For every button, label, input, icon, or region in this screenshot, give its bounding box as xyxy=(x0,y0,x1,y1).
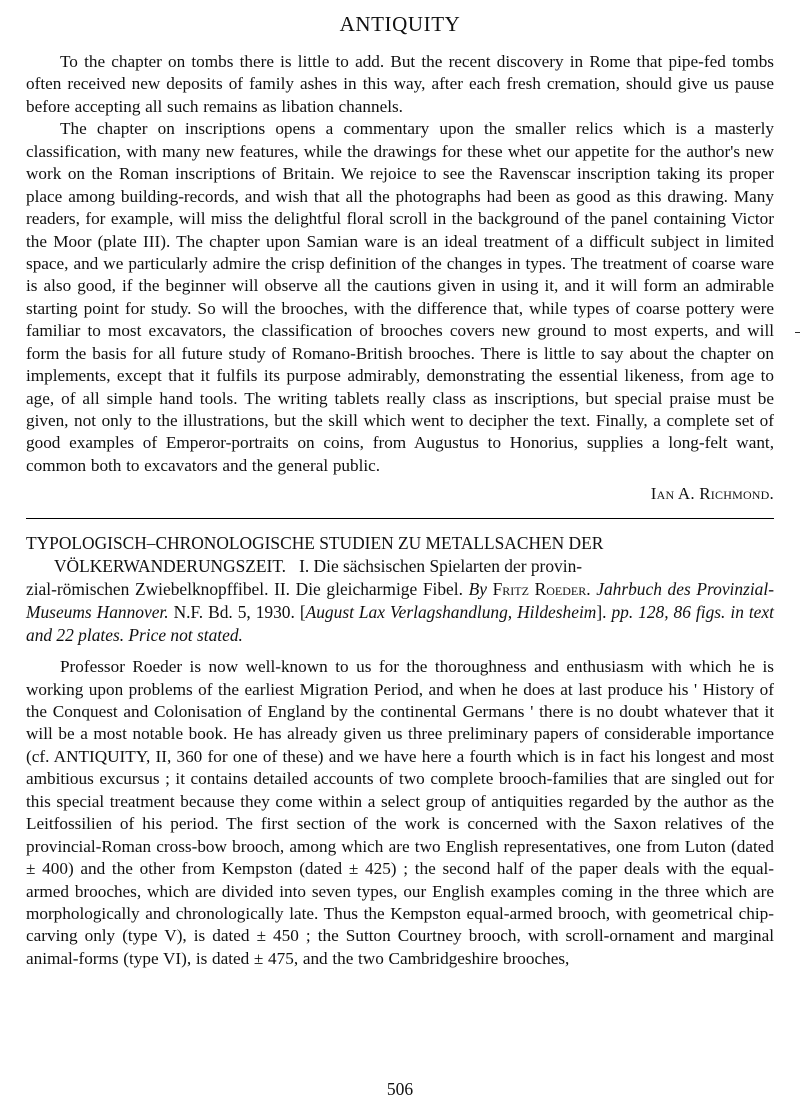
review2-title-line1: TYPOLOGISCH–CHRONOLOGISCHE STUDIEN ZU METALLSACHEN DER xyxy=(26,533,604,554)
section-divider xyxy=(26,518,774,519)
review2-title-line3: zial-römischen Zwiebelknopffibel. II. Die gleicharmige Fibel. xyxy=(26,579,463,600)
review2-title-line2-pre: VÖLKERWANDERUNGSZEIT. xyxy=(54,556,287,577)
review2-author: Fritz Roeder. xyxy=(492,579,591,600)
review2-bracket-open: [ xyxy=(299,602,306,623)
review2-heading xyxy=(26,532,774,647)
page-number: 506 xyxy=(386,1079,414,1099)
review2-series: N.F. Bd. 5, 1930. xyxy=(173,602,295,623)
margin-tick-mark xyxy=(795,332,800,333)
review2-bracket-close: ]. xyxy=(596,602,607,623)
review2-title-line2-post: I. Die sächsischen Spielarten der provin- xyxy=(299,556,583,577)
review2-by-label: By xyxy=(468,579,487,600)
review1-paragraph-2: The chapter on inscriptions opens a commentary upon the smaller relics which is a masterly classification, with many new features, while the drawings for these whet our appetite for the author's new work on the Roman inscriptions of Britain. We rejoice to see the Ravenscar inscription taking its proper place among building-records, and wish that all the photographs had been as good as this drawing. Many readers, for example, will miss the delightful floral scroll in the background of the panel containing Victor the Moor (plate III). The chapter upon Samian ware is an ideal treatment of a difficult subject in limited space, and we particularly admire the crisp definition of the changes in types. The treatment of coarse ware is also good, if the beginner will observe all the cautions given in using it, and it will form an admirable starting point for study. So will the brooches, with the difference that, while types of coarse pottery were familiar to most excavators, the classification of brooches covers new ground to most experts, and will form the basis for all future study of Romano-British brooches. There is little to say about the chapter on implements, except that it fulfils its purpose admirably, demonstrating the essential likeness, from age to age, of all simple hand tools. The writing tablets really class as inscriptions, but special praise must be given, not only to the illustrations, but the skill which went to decipher the text. Finally, a complete set of good examples of Emperor-portraits on coins, from Augustus to Honorius, supplies a long-felt want, common both to excavators and the general public. xyxy=(26,119,774,475)
review2-paragraph-1: Professor Roeder is now well-known to us for the thoroughness and enthusiasm with which he is working upon problems of the earliest Migration Period, and when he does at last produce his ' History of the Conquest and Colonisation of England by the continental Germans ' there is no doubt whatever that it will be a most notable book. He has already given us three preliminary papers of considerable importance (cf. ANTIQUITY, II, 360 for one of these) and we have here a fourth which is in fact his longest and most ambitious excursus ; it contains detailed accounts of two complete brooch-families that are singled out for this special treatment because they come within a select group of antiquities regarded by the author as the Leitfossilien of his period. The first section of the work is concerned with the Saxon relatives of the provincial-Roman cross-bow brooch, among which are two English representatives, one from Luton (dated ± 400) and the other from Kempston (dated ± 425) ; the second half of the paper deals with the equal-armed brooches, which are divided into seven types, our English examples coming in the three which are morphologically and chronologically late. Thus the Kempston equal-armed brooch, with geometrical chip-carving only (type V), is dated ± 450 ; the Sutton Courtney brooch, with scroll-ornament and marginal animal-forms (type VI), is dated ± 475, and the two Cambridgeshire brooches, xyxy=(26,657,774,968)
review2-journal: Jahrbuch des Provinzial-Museums Hannover. xyxy=(26,579,774,623)
review2-publisher: August Lax Verlagshandlung, Hildesheim xyxy=(305,602,597,623)
review1-paragraph-1: To the chapter on tombs there is little to add. But the recent discovery in Rome that pipe-fed tombs often received new deposits of family ashes in this way, after each fresh cremation, should give us pause before accepting all such remains as libation channels. xyxy=(26,52,774,116)
running-head: ANTIQUITY xyxy=(339,12,461,36)
review2-collation: pp. 128, 86 figs. in text and 22 plates. Price not stated. xyxy=(26,602,774,646)
review1-signature: Ian A. Richmond. xyxy=(650,484,774,504)
